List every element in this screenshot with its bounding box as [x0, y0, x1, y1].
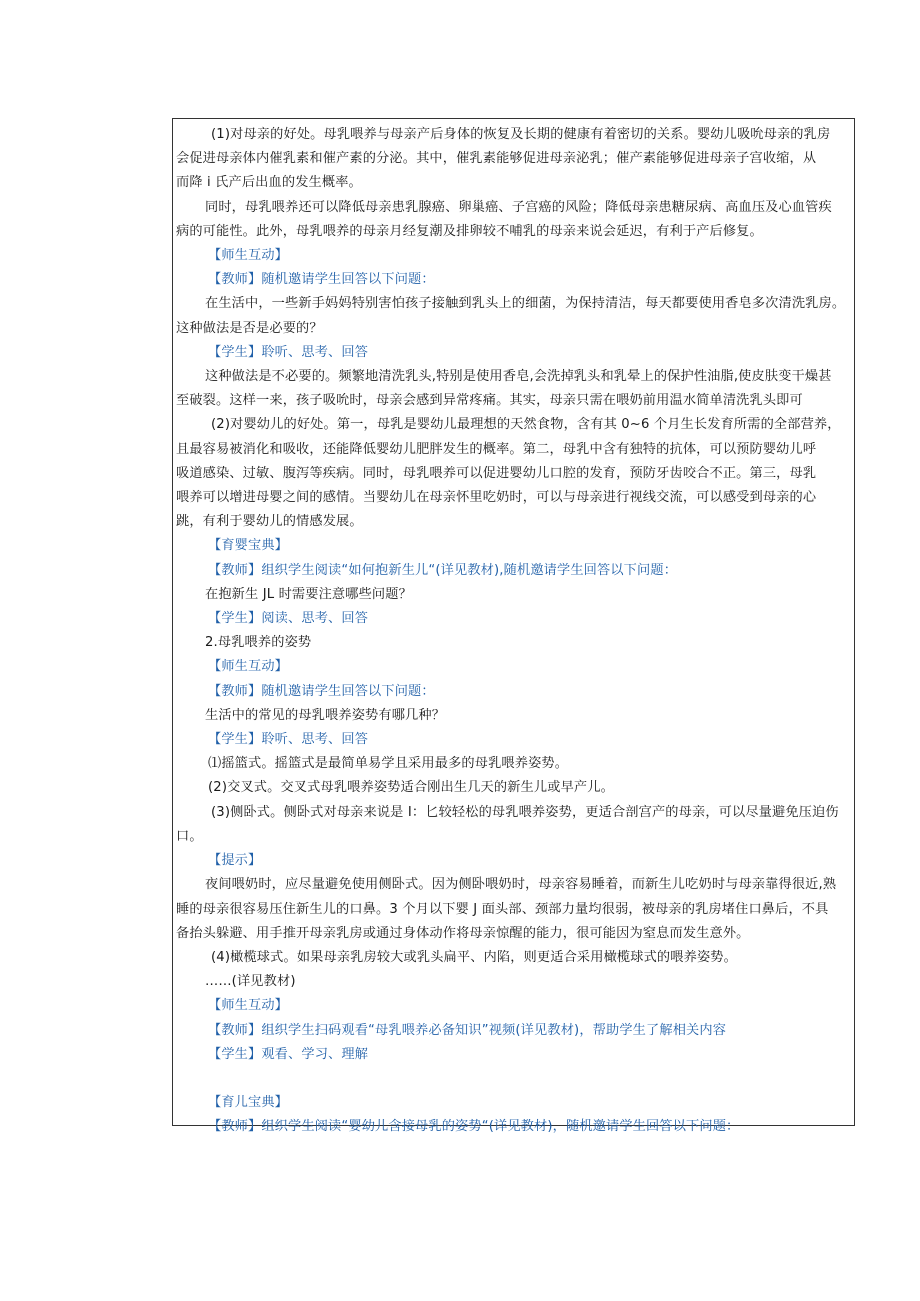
- section-label-line: 【学生】阅读、思考、回答: [208, 611, 369, 627]
- text-line: 生活中的常见的母乳喂养姿势有哪几种？: [205, 707, 446, 723]
- section-label-line: 【育婴宝典】: [208, 538, 289, 554]
- text-line: 这种做法是不必要的。频繁地清洗乳头,特别是使用香皂,会洗掉乳头和乳晕上的保护性油脂,使皮肤变干燥甚: [205, 369, 832, 385]
- section-label-line: 【教师】组织学生阅读“如何抱新生儿“(详见教材),随机邀请学生回答以下问题：: [208, 562, 678, 578]
- section-label-line: 【教师】组织学生扫码观看“母乳喂养必备知识”视频(详见教材)，帮助学生了解相关内容: [208, 1022, 727, 1038]
- text-line: 口。: [176, 828, 203, 844]
- text-line: 至破裂。这样一来，孩子吸吮时，母亲会感到异常疼痛。其实，母亲只需在喂奶前用温水简单清洗乳头即可: [176, 393, 803, 409]
- section-label-line: 【师生互动】: [208, 998, 289, 1014]
- text-line: (2)对婴幼儿的好处。第一，母乳是婴幼儿最理想的天然食物，含有其 0~6 个月生长发育所需的全部营养，: [211, 417, 841, 433]
- text-line: 2.母乳喂养的姿势: [205, 635, 312, 651]
- section-label-line: 【教师】随机邀请学生回答以下问题：: [208, 272, 435, 288]
- text-line: 喂养可以增进母婴之间的感情。当婴幼儿在母亲怀里吃奶时，可以与母亲进行视线交流，可以感受到母亲的心: [176, 490, 817, 506]
- section-label-line: 【教师】组织学生阅读“婴幼儿含接母乳的姿势“(详见教材)，随机邀请学生回答以下问题：: [208, 1119, 740, 1135]
- text-line: 睡的母亲很容易压住新生儿的口鼻。3 个月以下婴 J 面头部、颈部力量均很弱，被母亲的乳房堵住口鼻后，不具: [176, 901, 829, 917]
- blank-line: [173, 1067, 854, 1091]
- text-line: 夜间喂奶时，应尽量避免使用侧卧式。因为侧卧喂奶时，母亲容易睡着，而新生儿吃奶时与母亲靠得很近,熟: [205, 877, 837, 893]
- text-line: 在抱新生 JL 时需要注意哪些问题？: [205, 586, 412, 602]
- text-line: 吸道感染、过敏、腹泻等疾病。同时，母乳喂养可以促进婴幼儿口腔的发育，预防牙齿咬合不正。第三，母乳: [176, 465, 817, 481]
- section-label-line: 【学生】观看、学习、理解: [208, 1046, 369, 1062]
- section-label-line: 【提示】: [208, 853, 262, 869]
- text-line: (4)橄榄球式。如果母亲乳房较大或乳头扁平、内陷，则更适合采用橄榄球式的喂养姿势。: [211, 949, 737, 965]
- section-label-line: 【教师】随机邀请学生回答以下问题：: [208, 683, 435, 699]
- text-line: 同时，母乳喂养还可以降低母亲患乳腺癌、卵巢癌、子宫癌的风险；降低母亲患糖尿病、高血压及心血管疾: [205, 199, 832, 215]
- text-line: (3)侧卧式。侧卧式对母亲来说是 I：匕较轻松的母乳喂养姿势，更适合剖宫产的母亲，可以尽量避免压迫伤: [211, 804, 839, 820]
- section-label-line: 【师生互动】: [208, 659, 289, 675]
- text-line: (2)交叉式。交叉式母乳喂养姿势适合刚出生几天的新生儿或早产儿。: [208, 780, 614, 796]
- content-table-cell: [172, 118, 855, 1135]
- text-line: 而降 i 氏产后出血的发生概率。: [176, 175, 362, 191]
- text-line: ……(详见教材): [205, 974, 296, 990]
- text-line: ⑴摇篮式。摇篮式是最简单易学且采用最多的母乳喂养姿势。: [208, 756, 569, 772]
- text-line: 在生活中，一些新手妈妈特别害怕孩子接触到乳头上的细菌，为保持清洁，每天都要使用香皂多次清洗乳房。: [205, 296, 846, 312]
- text-line: 备抬头躲避、用手推开母亲乳房或通过身体动作将母亲惊醒的能力，很可能因为窒息而发生意外。: [176, 925, 750, 941]
- section-label-line: 【师生互动】: [208, 248, 289, 264]
- text-line: 病的可能性。此外，母乳喂养的母亲月经复潮及排卵较不哺乳的母亲来说会延迟，有利于产后修复。: [176, 223, 763, 239]
- text-line: (1)对母亲的好处。母乳喂养与母亲产后身体的恢复及长期的健康有着密切的关系。婴幼儿吸吮母亲的乳房: [211, 127, 831, 142]
- section-label-line: 【育儿宝典】: [208, 1094, 289, 1110]
- text-line: 这种做法是否是必要的？: [176, 320, 323, 336]
- section-label-line: 【学生】聆听、思考、回答: [208, 732, 369, 748]
- text-line: 且最容易被消化和吸收，还能降低婴幼儿肥胖发生的概率。第二，母乳中含有独特的抗体，可以预防婴幼儿呼: [176, 441, 817, 457]
- section-label-line: 【学生】聆听、思考、回答: [208, 344, 369, 360]
- text-line: 会促进母亲体内催乳素和催产素的分泌。其中，催乳素能够促进母亲泌乳；催产素能够促进母亲子宫收缩，从: [176, 151, 817, 167]
- text-line: 跳，有利于婴幼儿的情感发展。: [176, 514, 363, 530]
